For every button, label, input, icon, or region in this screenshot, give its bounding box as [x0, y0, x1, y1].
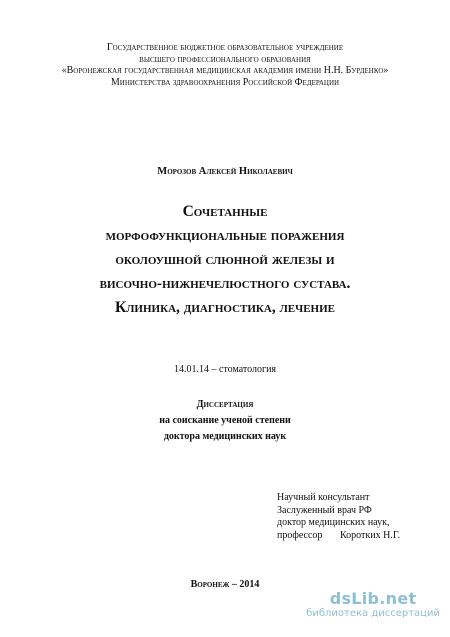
consultant-honor: Заслуженный врач РФ [277, 504, 372, 516]
consultant-degree: доктор медицинских наук, [277, 517, 390, 528]
title-line-2: морфофункциональные поражения [105, 227, 345, 244]
consultant-position: профессор [277, 529, 323, 541]
dissertation-info [0, 397, 450, 445]
title-line-3: околоушной слюнной железы и [115, 251, 335, 268]
title-line-5: Клиника, диагностика, лечение [115, 299, 335, 316]
scientific-consultant [277, 492, 400, 542]
header-line-3: «Воронежская государственная медицинская академия имени Н.Н. Бурденко» [61, 65, 389, 76]
title-line-4: височно-нижнечелюстного сустава. [99, 275, 351, 292]
watermark-subtitle: библиотека диссертаций [306, 608, 440, 619]
dissertation-degree: доктора медицинских наук [163, 431, 287, 442]
dslib-watermark [306, 590, 440, 620]
title-line-1: Сочетанные [182, 203, 268, 220]
institution-header [20, 42, 430, 88]
dissertation-purpose: на соискание ученой степени [159, 415, 291, 426]
header-line-4: Министерства здравоохранения Российской Федерации [110, 76, 340, 88]
header-line-1: Государственное бюджетное образовательное учреждение [106, 42, 344, 53]
dissertation-title [20, 200, 430, 320]
consultant-name: Коротких Н.Г. [340, 529, 400, 541]
author-name: Морозов Алексей Николаевич [157, 166, 293, 177]
specialty-code: 14.01.14 – стоматология [173, 364, 277, 375]
header-line-2: высшего профессионального образования [139, 53, 311, 65]
watermark-logo: dsLib.net [329, 589, 417, 608]
consultant-position-line [277, 530, 400, 543]
dissertation-type: Диссертация [196, 399, 254, 410]
city-year: Воронеж – 2014 [190, 579, 260, 590]
consultant-role: Научный консультант [277, 492, 370, 503]
